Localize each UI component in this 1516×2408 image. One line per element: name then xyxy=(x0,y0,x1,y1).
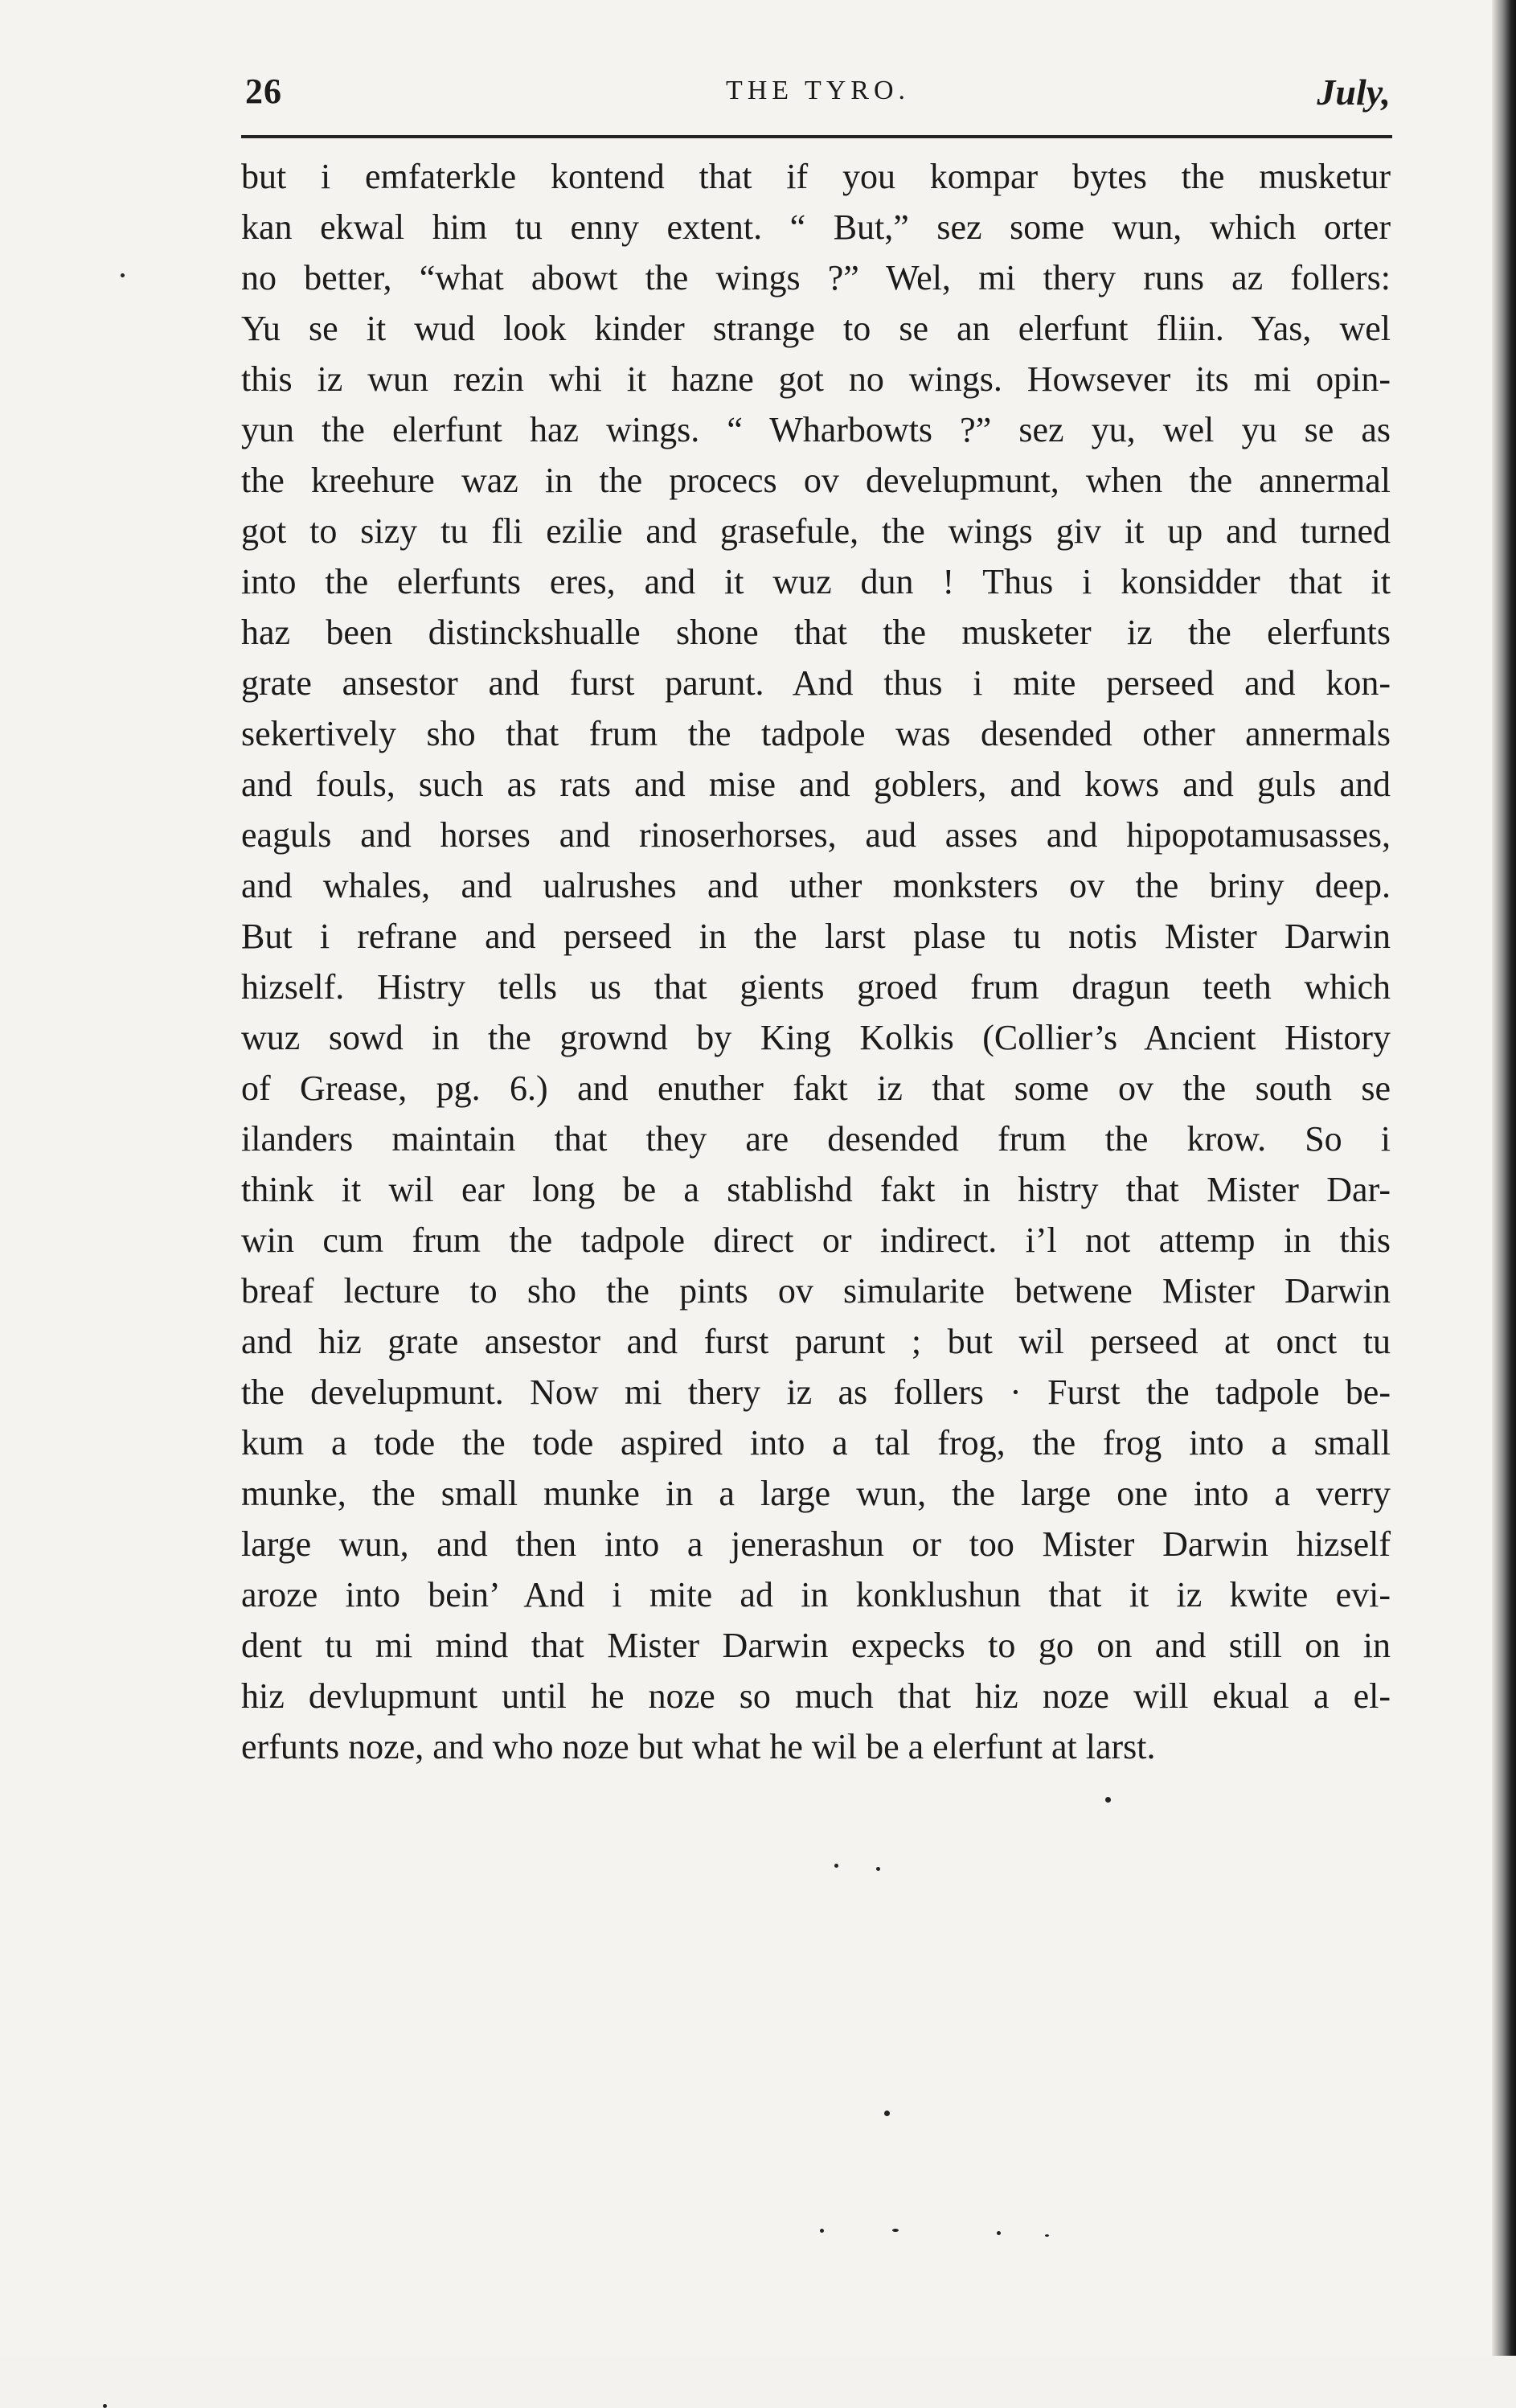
text-line: and hiz grate ansestor and furst parunt ; but wil perseed at onct tu xyxy=(241,1322,1391,1361)
text-line: no better, “what abowt the wings ?” Wel, mi thery runs az follers: xyxy=(241,258,1391,297)
print-speck xyxy=(892,2229,899,2232)
print-speck xyxy=(997,2231,1001,2235)
text-line: breaf lecture to sho the pints ov simularite betwene Mister Darwin xyxy=(241,1271,1391,1311)
text-line: grate ansestor and furst parunt. And thus i mite perseed and kon- xyxy=(241,663,1391,703)
text-line: this iz wun rezin whi it hazne got no wings. Howsever its mi opin- xyxy=(241,359,1391,399)
text-line: hiz devlupmunt until he noze so much that hiz noze will ekual a el- xyxy=(241,1676,1391,1716)
running-title: THE TYRO. xyxy=(725,76,911,105)
text-line: sekertively sho that frum the tadpole was desended other annermals xyxy=(241,714,1391,753)
print-speck xyxy=(121,273,125,277)
text-line: haz been distinckshualle shone that the musketer iz the elerfunts xyxy=(241,613,1391,652)
print-speck xyxy=(103,2404,107,2408)
text-line: and fouls, such as rats and mise and goblers, and kows and guls and xyxy=(241,765,1391,804)
text-line: kum a tode the tode aspired into a tal frog, the frog into a small xyxy=(241,1423,1391,1462)
text-line: eaguls and horses and rinoserhorses, aud asses and hipopotamusasses, xyxy=(241,815,1391,855)
text-line: the develupmunt. Now mi thery iz as follers · Furst the tadpole be- xyxy=(241,1372,1391,1412)
text-line: win cum frum the tadpole direct or indirect. i’l not attemp in this xyxy=(241,1220,1391,1260)
body-text xyxy=(241,151,1391,1772)
text-line: Yu se it wud look kinder strange to se an elerfunt fliin. Yas, wel xyxy=(241,309,1391,348)
print-speck xyxy=(884,2111,890,2116)
print-speck xyxy=(1045,2234,1049,2237)
print-speck xyxy=(820,2229,824,2233)
print-speck xyxy=(876,1867,880,1871)
text-line: large wun, and then into a jenerashun or too Mister Darwin hizself xyxy=(241,1524,1391,1564)
month-heading: July, xyxy=(1317,72,1391,113)
text-line: aroze into bein’ And i mite ad in konklushun that it iz kwite evi- xyxy=(241,1575,1391,1614)
text-line: munke, the small munke in a large wun, the large one into a verry xyxy=(241,1474,1391,1513)
text-line-last: erfunts noze, and who noze but what he wil be a elerfunt at larst. xyxy=(241,1727,1156,1766)
page-edge-shadow xyxy=(1492,0,1516,2356)
text-line: and whales, and ualrushes and uther monksters ov the briny deep. xyxy=(241,866,1391,905)
text-line: think it wil ear long be a stablishd fakt in histry that Mister Dar- xyxy=(241,1170,1391,1209)
print-speck xyxy=(834,1864,838,1868)
text-line: dent tu mi mind that Mister Darwin expecks to go on and still on in xyxy=(241,1626,1391,1665)
text-line: of Grease, pg. 6.) and enuther fakt iz that some ov the south se xyxy=(241,1069,1391,1108)
text-line: yun the elerfunt haz wings. “ Wharbowts ?” sez yu, wel yu se as xyxy=(241,410,1391,449)
text-line: wuz sowd in the grownd by King Kolkis (Collier’s Ancient History xyxy=(241,1018,1391,1057)
text-line: but i emfaterkle kontend that if you kompar bytes the musketur xyxy=(241,157,1391,196)
page-header xyxy=(245,71,1391,129)
print-speck xyxy=(1105,1797,1111,1803)
text-line: the kreehure waz in the procecs ov develupmunt, when the annermal xyxy=(241,461,1391,500)
text-line: But i refrane and perseed in the larst plase tu notis Mister Darwin xyxy=(241,917,1391,956)
text-line: into the elerfunts eres, and it wuz dun ! Thus i konsidder that it xyxy=(241,562,1391,601)
text-line: got to sizy tu fli ezilie and grasefule, the wings giv it up and turned xyxy=(241,511,1391,551)
text-line: hizself. Histry tells us that gients groed frum dragun teeth which xyxy=(241,967,1391,1007)
page-number: 26 xyxy=(245,72,282,111)
text-line: ilanders maintain that they are desended frum the krow. So i xyxy=(241,1119,1391,1159)
header-rule xyxy=(241,135,1392,138)
text-line: kan ekwal him tu enny extent. “ But,” sez some wun, which orter xyxy=(241,207,1391,247)
